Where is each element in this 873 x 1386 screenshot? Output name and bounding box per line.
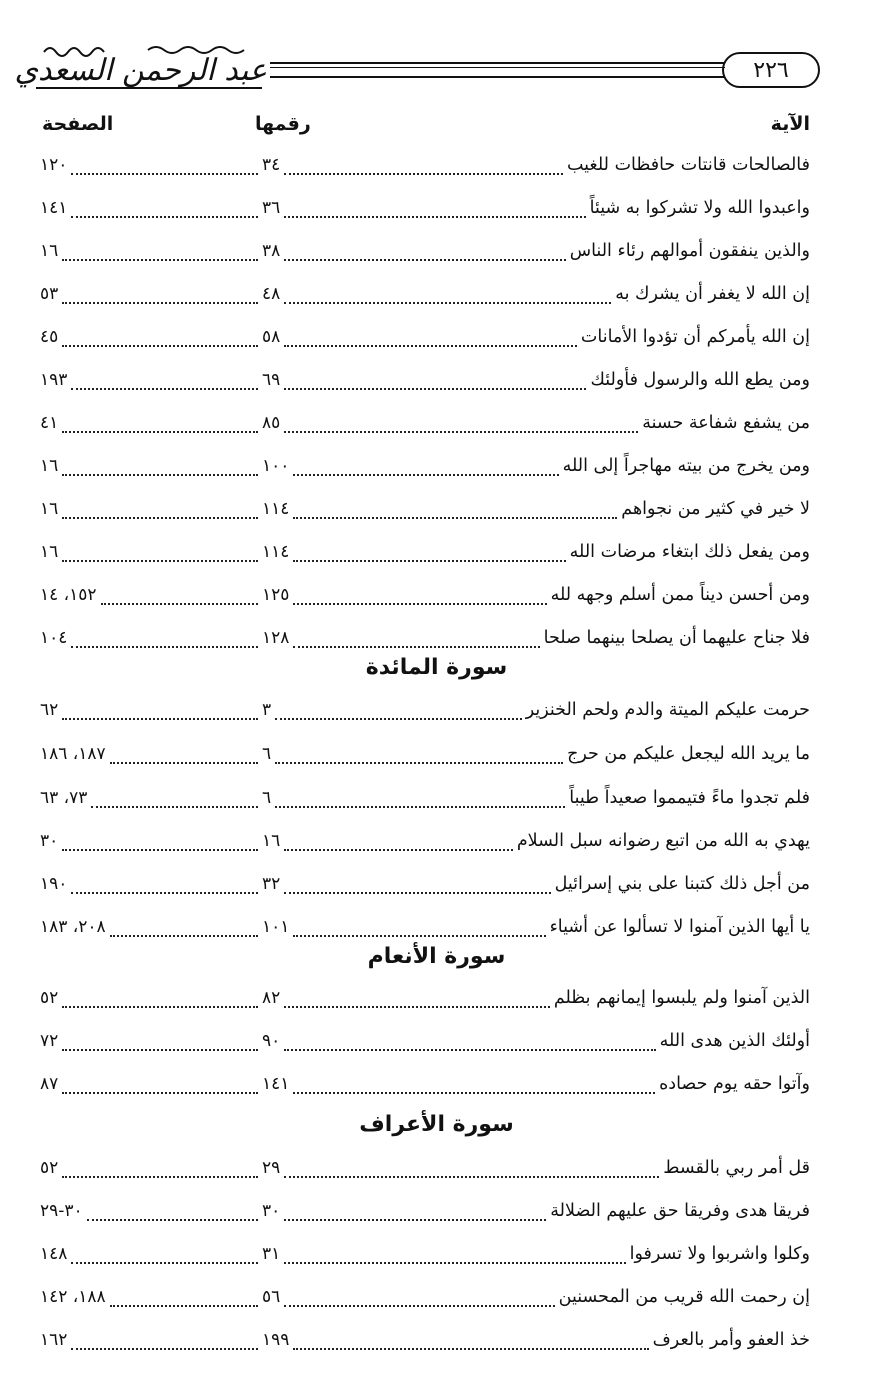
page-reference: ١٦ <box>40 499 59 519</box>
page-number-frame <box>722 52 820 88</box>
page-reference: ١٢٠ <box>40 155 68 175</box>
aya-text: الذين آمنوا ولم يلبسوا إيمانهم بظلم <box>553 988 810 1008</box>
index-row <box>40 1239 810 1271</box>
aya-text: حرمت عليكم الميتة والدم ولحم الخنزير <box>525 700 810 720</box>
aya-text: يهدي به الله من اتبع رضوانه سبل السلام <box>516 831 810 851</box>
aya-text: ومن يخرج من بيته مهاجراً إلى الله <box>562 456 810 476</box>
page-reference: ٧٢ <box>40 1031 59 1051</box>
aya-text: يا أيها الذين آمنوا لا تسألوا عن أشياء <box>549 917 810 937</box>
page-reference: ٥٢ <box>40 988 59 1008</box>
aya-number: ٣٢ <box>262 874 281 894</box>
running-header <box>14 40 820 100</box>
aya-text: قل أمر ربي بالقسط <box>663 1158 810 1178</box>
dot-leader <box>91 806 258 808</box>
author-calligraphy-logo <box>14 40 270 98</box>
dot-leader <box>284 431 638 433</box>
aya-text: فريقا هدى وفريقا حق عليهم الضلالة <box>550 1201 810 1221</box>
page-reference: ١٦٢ <box>40 1330 68 1350</box>
page-reference: ١٨٨، ١٤٢ <box>40 1287 106 1307</box>
aya-text: لا خير في كثير من نجواهم <box>621 499 810 519</box>
column-header-aya: الآية <box>770 113 810 135</box>
dot-leader <box>284 1176 659 1178</box>
aya-number: ٦٩ <box>262 370 281 390</box>
index-row <box>40 983 810 1015</box>
aya-text: ومن يفعل ذلك ابتغاء مرضات الله <box>569 542 810 562</box>
page-reference: ١٩٣ <box>40 370 68 390</box>
aya-text: والذين ينفقون أموالهم رئاء الناس <box>569 241 810 261</box>
index-row <box>40 1325 810 1357</box>
page-reference: ١٦ <box>40 241 59 261</box>
index-row <box>40 451 810 483</box>
dot-leader <box>284 1049 656 1051</box>
aya-number: ٣٦ <box>262 198 281 218</box>
page-reference: ٣٠-٢٩ <box>40 1201 83 1221</box>
index-row <box>40 1196 810 1228</box>
column-header-page: الصفحة <box>42 113 114 135</box>
aya-text: وآتوا حقه يوم حصاده <box>659 1074 810 1094</box>
aya-number: ١٠٠ <box>262 456 290 476</box>
aya-text: أولئك الذين هدى الله <box>659 1031 810 1051</box>
dot-leader <box>110 935 258 937</box>
dot-leader <box>284 302 611 304</box>
aya-number: ٦ <box>262 744 272 764</box>
aya-number: ٥٦ <box>262 1287 281 1307</box>
index-row <box>40 869 810 901</box>
aya-number: ٦ <box>262 788 272 808</box>
index-row <box>40 279 810 311</box>
aya-number: ١٩٩ <box>262 1330 290 1350</box>
index-row <box>40 193 810 225</box>
page-reference: ١٠٤ <box>40 628 68 648</box>
aya-number: ٣٨ <box>262 241 281 261</box>
index-row <box>40 783 810 815</box>
aya-number: ١٦ <box>262 831 281 851</box>
page-reference: ٧٣، ٦٣ <box>40 788 88 808</box>
aya-text: فالصالحات قانتات حافظات للغيب <box>566 155 810 175</box>
index-row <box>40 494 810 526</box>
aya-number: ٨٥ <box>262 413 281 433</box>
aya-text: من يشفع شفاعة حسنة <box>642 413 810 433</box>
index-row <box>40 537 810 569</box>
index-row <box>40 623 810 655</box>
author-name: عبد الرحمن السعدي <box>14 53 267 88</box>
surah-title: سورة المائدة <box>365 655 508 680</box>
index-row <box>40 150 810 182</box>
index-row <box>40 408 810 440</box>
index-row <box>40 1153 810 1185</box>
aya-text: وكلوا واشربوا ولا تسرفوا <box>629 1244 810 1264</box>
index-row <box>40 580 810 612</box>
aya-number: ٤٨ <box>262 284 281 304</box>
page-number: ٢٢٦ <box>753 57 789 83</box>
aya-number: ٨٢ <box>262 988 281 1008</box>
aya-text: إن الله لا يغفر أن يشرك به <box>615 284 810 304</box>
page-reference: ٤٥ <box>40 327 59 347</box>
page-reference: ٦٢ <box>40 700 59 720</box>
dot-leader <box>110 762 258 764</box>
aya-text: إن الله يأمركم أن تؤدوا الأمانات <box>580 327 810 347</box>
page-reference: ١٤٨ <box>40 1244 68 1264</box>
aya-number: ٩٠ <box>262 1031 281 1051</box>
dot-leader <box>293 560 566 562</box>
page-reference: ١٨٧، ١٨٦ <box>40 744 106 764</box>
dot-leader <box>293 474 559 476</box>
aya-text: ومن أحسن ديناً ممن أسلم وجهه لله <box>550 585 810 605</box>
dot-leader <box>101 603 258 605</box>
dot-leader <box>87 1219 258 1221</box>
aya-number: ١١٤ <box>262 499 290 519</box>
dot-leader <box>110 1305 258 1307</box>
aya-text: ما يريد الله ليجعل عليكم من حرج <box>567 744 810 764</box>
index-row <box>40 912 810 944</box>
page-reference: ١٦ <box>40 456 59 476</box>
index-row <box>40 1026 810 1058</box>
dot-leader <box>284 1262 626 1264</box>
index-row <box>40 1069 810 1101</box>
dot-leader <box>293 1092 655 1094</box>
page-reference: ١٦ <box>40 542 59 562</box>
page-reference: ٣٠ <box>40 831 59 851</box>
index-row <box>40 1282 810 1314</box>
aya-number: ٣١ <box>262 1244 281 1264</box>
page-reference: ١٥٢، ١٤ <box>40 585 97 605</box>
page-reference: ٢٠٨، ١٨٣ <box>40 917 106 937</box>
aya-number: ١٠١ <box>262 917 290 937</box>
page-reference: ٨٧ <box>40 1074 59 1094</box>
column-header-number: رقمها <box>255 113 311 135</box>
aya-number: ١٢٥ <box>262 585 290 605</box>
aya-number: ١٢٨ <box>262 628 290 648</box>
aya-number: ٣٠ <box>262 1201 281 1221</box>
aya-text: من أجل ذلك كتبنا على بني إسرائيل <box>554 874 810 894</box>
index-row <box>40 739 810 771</box>
surah-title: سورة الأنعام <box>367 944 506 969</box>
page-reference: ٥٢ <box>40 1158 59 1178</box>
page-reference: ١٤١ <box>40 198 68 218</box>
page-reference: ٤١ <box>40 413 59 433</box>
aya-text: فلم تجدوا ماءً فتيمموا صعيداً طيباً <box>569 788 810 808</box>
page-reference: ١٩٠ <box>40 874 68 894</box>
index-row <box>40 322 810 354</box>
aya-text: واعبدوا الله ولا تشركوا به شيئاً <box>589 198 810 218</box>
aya-text: فلا جناح عليهما أن يصلحا بينهما صلحا <box>543 628 810 648</box>
dot-leader <box>293 1348 649 1350</box>
index-row <box>40 365 810 397</box>
page-reference: ٥٣ <box>40 284 59 304</box>
header-rule <box>270 62 725 78</box>
aya-number: ٣٤ <box>262 155 281 175</box>
index-row <box>40 826 810 858</box>
aya-text: ومن يطع الله والرسول فأولئك <box>590 370 810 390</box>
dot-leader <box>293 517 617 519</box>
surah-title: سورة الأعراف <box>359 1112 514 1137</box>
index-row <box>40 236 810 268</box>
index-row <box>40 695 810 727</box>
aya-number: ١٤١ <box>262 1074 290 1094</box>
aya-number: ٣ <box>262 700 272 720</box>
aya-text: إن رحمت الله قريب من المحسنين <box>558 1287 810 1307</box>
aya-text: خذ العفو وأمر بالعرف <box>652 1330 810 1350</box>
aya-number: ٥٨ <box>262 327 281 347</box>
aya-number: ١١٤ <box>262 542 290 562</box>
aya-number: ٢٩ <box>262 1158 281 1178</box>
